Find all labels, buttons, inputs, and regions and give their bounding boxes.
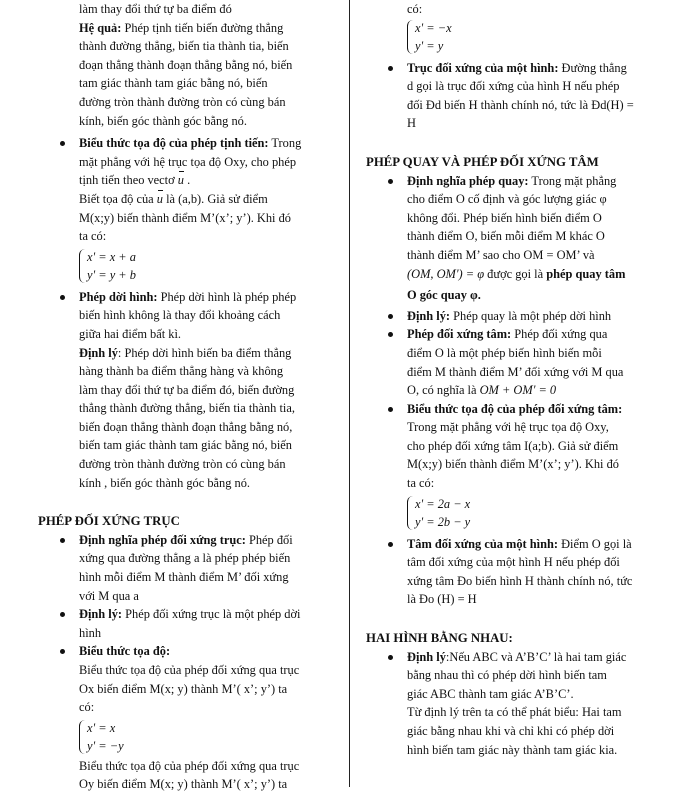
right-column bbox=[366, 0, 662, 759]
corollary-heading: Hệ quả: Phép tịnh tiến biến đường thẳng bbox=[79, 20, 284, 35]
section-heading: PHÉP QUAY VÀ PHÉP ĐỐI XỨNG TÂM bbox=[366, 154, 599, 169]
bullet-axial-theorem: Định lý: Phép đối xứng trục là một phép dời hình bbox=[38, 605, 338, 642]
bullet-axial-formula: Biểu thức tọa độ: Biểu thức tọa độ của phép đối xứng qua trục Ox biến điểm M(x; y) thành M’( x’; y’) ta có: bbox=[38, 642, 338, 716]
bullet-axial-definition: Định nghĩa phép đối xứng trục: Phép đối xứng qua đường thẳng a là phép phép biến hình mỗi điểm M thành điểm M’ đối xứng với M qua a bbox=[38, 531, 338, 605]
text-line: thành đường thẳng, biến tia thành tia, biến bbox=[79, 39, 289, 54]
vector-sum-formula: OM + OM' = 0 bbox=[479, 383, 557, 398]
bullet-icon bbox=[388, 179, 393, 184]
bullet-icon bbox=[60, 649, 65, 654]
corollary-body bbox=[38, 37, 338, 130]
bullet-icon bbox=[388, 332, 393, 337]
bullet-icon bbox=[60, 295, 65, 300]
vector-u: u bbox=[156, 191, 163, 206]
bullet-rotation-definition: Định nghĩa phép quay: Trong mặt phẳng cho điểm O cố định và góc lượng giác φ không đổi. Phép biến hình biến điểm O thành điểm O, biến mỗi điểm M khác O thành điểm M’ sao cho OM = OM’ và (OM, OM') = φ được gọi là phép quay tâm O góc quay φ. bbox=[366, 172, 662, 305]
text-line: có: bbox=[407, 2, 423, 16]
brace-icon bbox=[79, 720, 86, 754]
bullet-icon bbox=[60, 141, 65, 146]
section-heading: PHÉP ĐỐI XỨNG TRỤC bbox=[38, 514, 180, 529]
bullet-icon bbox=[388, 655, 393, 660]
left-column bbox=[38, 0, 338, 794]
equation-system-ox: x' = x y' = −y bbox=[79, 719, 338, 755]
bullet-icon bbox=[60, 612, 65, 617]
corollary-label: Hệ quả: bbox=[79, 20, 122, 35]
brace-icon bbox=[407, 20, 414, 54]
column-divider bbox=[349, 0, 350, 787]
text-line: Oy biến điểm M(x; y) thành M’( x’; y’) ta bbox=[79, 777, 288, 792]
vector-u: u bbox=[177, 173, 184, 188]
text-line: đường tròn thành đường tròn có cùng bán bbox=[79, 94, 286, 109]
bullet-icon bbox=[388, 66, 393, 71]
bullet-axis-of-symmetry: Trục đối xứng của một hình: Đường thẳng d gọi là trục đối xứng của hình H nếu phép đối Đd biến H thành chính nó, tức là Đd(H) = H bbox=[366, 59, 662, 133]
brace-icon bbox=[407, 496, 414, 530]
bullet-point-symmetry-formula: Biểu thức tọa độ của phép đối xứng tâm: Trong mặt phẳng với hệ trục tọa độ Oxy, cho phép đối xứng tâm I(a;b). Giả sử điểm M(x;y) biến thành điểm M’(x’; y’). Khi đó ta có: bbox=[366, 400, 662, 493]
brace-icon bbox=[79, 249, 86, 283]
bullet-congruence-theorem: Định lý:Nếu ABC và A’B’C’ là hai tam giác bằng nhau thì có phép dời hình biến tam giác ABC thành tam giác A’B’C’. Từ định lý trên ta có thể phát biểu: Hai tam giác bằng nhau khi và chỉ khi có phép dời hình biến tam giác này thành tam giác kia. bbox=[366, 648, 662, 760]
section-heading: HAI HÌNH BẰNG NHAU: bbox=[366, 631, 513, 646]
text-line: đoạn thẳng thành đoạn thẳng bằng nó, biến bbox=[79, 57, 293, 72]
bullet-icon bbox=[60, 538, 65, 543]
bullet-point-symmetry: Phép đối xứng tâm: Phép đối xứng qua điểm O là một phép biến hình biến mỗi điểm M thành điểm M’ đối xứng với M qua O, có nghĩa là OM + OM' = 0 bbox=[366, 325, 662, 399]
text-line: kính, biến góc thành góc bằng nó. bbox=[79, 113, 247, 128]
bullet-icon bbox=[388, 314, 393, 319]
bullet-icon bbox=[388, 407, 393, 412]
equation-system-point: x' = 2a − x y' = 2b − y bbox=[407, 495, 662, 531]
text-line: tam giác thành tam giác bằng nó, biến bbox=[79, 76, 268, 91]
equation-system-translation: x' = x + a y' = y + b bbox=[79, 248, 338, 284]
text-line: làm thay đổi thứ tự ba điểm đó bbox=[79, 2, 232, 16]
bullet-translation-formula: Biểu thức tọa độ của phép tịnh tiến: Trong mặt phẳng với hệ trục tọa độ Oxy, cho phép tịnh tiến theo vectơ u . Biết tọa độ của u là (a,b). Giả sử điểm M(x;y) biến thành điểm M’(x’; y’). Khi đó ta có: bbox=[38, 134, 338, 246]
text-line: Biểu thức tọa độ của phép đối xứng qua trục bbox=[79, 758, 300, 773]
equation-system-oy: x' = −x y' = y bbox=[407, 19, 662, 55]
bullet-isometry: Phép dời hình: Phép dời hình là phép phép biến hình không là thay đổi khoảng cách giữa hai điểm bất kì. Định lý: Phép dời hình biến ba điểm thẳng hàng thành ba điểm thẳng hàng và không làm thay đổi thứ tự ba điểm đó, biến đường thẳng thành đường thẳng, biến tia thành tia, biến đoạn thẳng thành đoạn thẳng bằng nó, biến tam giác thành tam giác bằng nó, biến đường tròn thành đường tròn có cùng bán kính , biến góc thành góc bằng nó. bbox=[38, 288, 338, 493]
bullet-center-of-symmetry: Tâm đối xứng của một hình: Điểm O gọi là tâm đối xứng của một hình H nếu phép đối xứng tâm Đo biến hình H thành chính nó, tức là Đo (H) = H bbox=[366, 535, 662, 609]
bullet-rotation-theorem: Định lý: Phép quay là một phép dời hình bbox=[366, 307, 662, 326]
bullet-icon bbox=[388, 542, 393, 547]
angle-formula: (OM, OM') = φ bbox=[407, 266, 485, 281]
